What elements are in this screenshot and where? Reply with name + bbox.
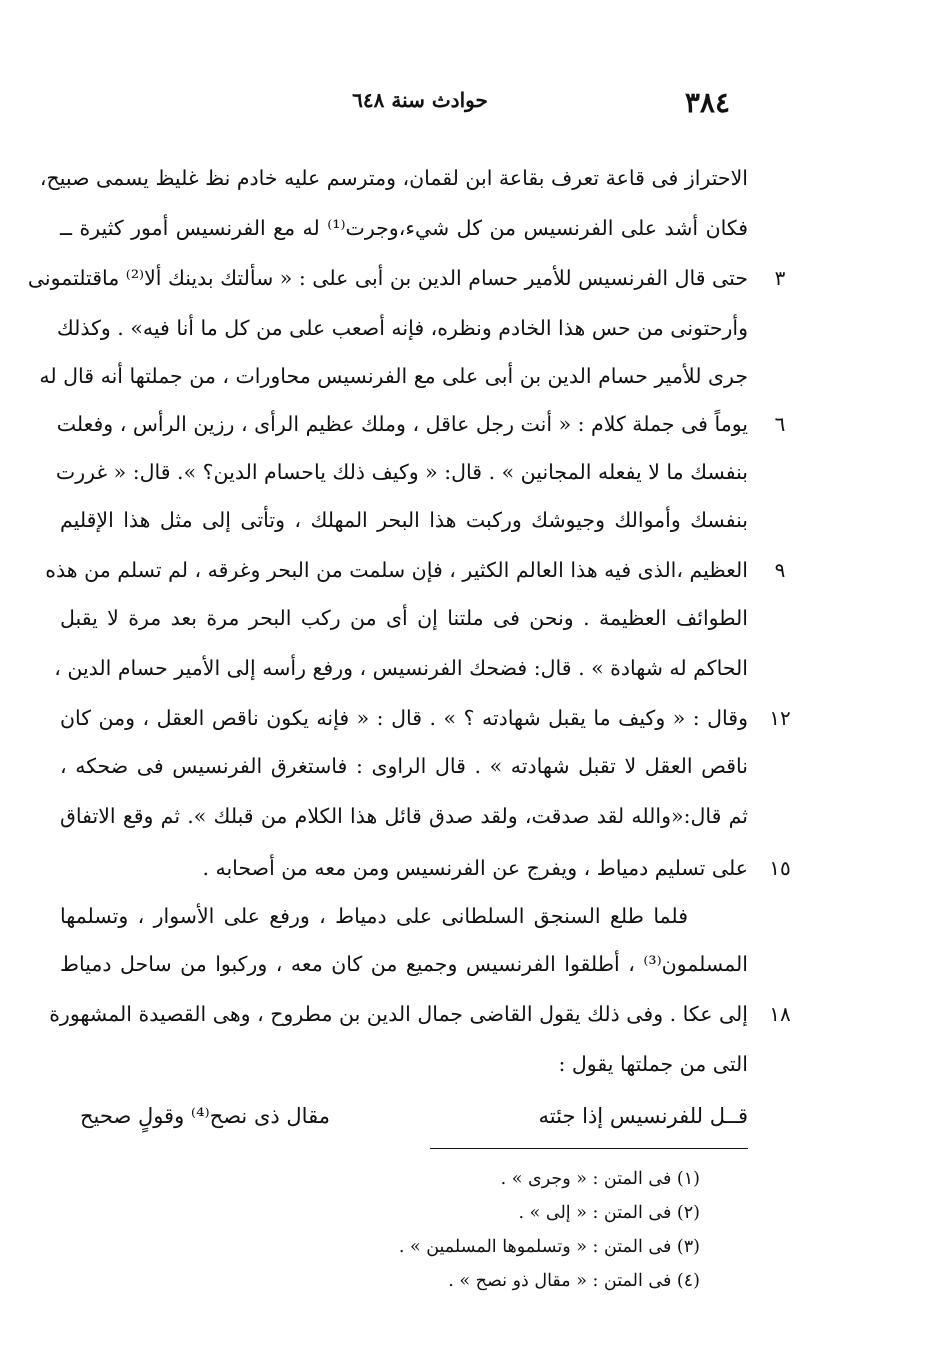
line-number: ٣ (774, 266, 786, 290)
text-line: الحاكم له شهادة » . قال: فضحك الفرنسيس ، ورفع رأسه إلى الأمير حسام الدين ، (54, 656, 748, 680)
text-line: فلما طلع السنجق السلطانى على دمياط ، ورفع على الأسوار ، وتسلمها (60, 904, 688, 928)
text-line: الاحتراز فى قاعة تعرف بقاعة ابن لقمان، ومترسم عليه خادم نظ غليظ يسمى صبيح، (39, 166, 748, 190)
text-line: التى من جملتها يقول : (558, 1052, 748, 1076)
footnote: (١) فى المتن : « وجرى » . (500, 1169, 700, 1189)
line-number: ١٢ (769, 706, 791, 730)
text-line: العظيم ،الذى فيه هذا العالم الكثير ، فإن سلمت من البحر وغرقه ، لم تسلم من هذه (45, 558, 748, 582)
text-line: على تسليم دمياط ، ويفرج عن الفرنسيس ومن معه من أصحابه . (202, 856, 748, 880)
verse-second-hemistich: مقال ذى نصح⁽⁴⁾ وقولٍ صحيح (80, 1104, 330, 1128)
text-line: بنفسك وأموالك وجيوشك وركبت هذا البحر المهلك ، وتأتى إلى مثل هذا الإقليم (60, 508, 748, 532)
page-number: ٣٨٤ (684, 86, 730, 119)
text-line: الطوائف العظيمة . ونحن فى ملتنا إن أى من ركب البحر مرة بعد مرة لا يقبل (60, 606, 748, 630)
text-line: وأرحتونى من حس هذا الخادم ونظره، فإنه أصعب على من كل ما أنا فيه» . وكذلك (56, 316, 748, 340)
footnote: (٢) فى المتن : « إلى » . (518, 1203, 700, 1223)
text-line: ناقص العقل لا تقبل شهادته » . قال الراوى : فاستغرق الفرنسيس فى ضحكه ، (60, 754, 748, 778)
line-number: ٩ (774, 558, 786, 582)
line-number: ١٨ (769, 1002, 791, 1026)
text-line: ثم قال:«والله لقد صدقت، ولقد صدق قائل هذا الكلام من قبلك ». ثم وقع الاتفاق (60, 804, 748, 828)
footnote: (٣) فى المتن : « وتسلموها المسلمين » . (398, 1237, 700, 1257)
text-line: وقال : « وكيف ما يقبل شهادته ؟ » . قال : « فإنه يكون ناقص العقل ، ومن كان (60, 706, 748, 730)
text-line: المسلمون⁽³⁾ ، أطلقوا الفرنسيس وجميع من كان معه ، وركبوا من ساحل دمياط (60, 952, 748, 976)
text-line: إلى عكا . وفى ذلك يقول القاضى جمال الدين بن مطروح ، وهى القصيدة المشهورة (49, 1002, 748, 1026)
poem-verse (80, 1094, 748, 1138)
verse-first-hemistich: قــل للفرنسيس إذا جئته (538, 1104, 748, 1128)
text-line: جرى للأمير حسام الدين بن أبى على مع الفرنسيس محاورات ، من جملتها أنه قال له (39, 364, 748, 388)
line-number: ٦ (774, 412, 786, 436)
text-line: حتى قال الفرنسيس للأمير حسام الدين بن أبى على : « سألتك بدينك ألا⁽²⁾ ماقتلتمونى (27, 266, 748, 290)
text-line: فكان أشد على الفرنسيس من كل شيء،وجرت⁽¹⁾ له مع الفرنسيس أمور كثيرة ــ (60, 216, 748, 240)
running-head: حوادث سنة ٦٤٨ (352, 88, 488, 112)
footnote-divider (430, 1148, 748, 1149)
footnote: (٤) فى المتن : « مقال ذو نصح » . (448, 1271, 700, 1291)
line-number: ١٥ (769, 856, 791, 880)
text-line: بنفسك ما لا يفعله المجانين » . قال: « وكيف ذلك ياحسام الدين؟ ». قال: « غررت (55, 460, 748, 484)
text-line: يوماً فى جملة كلام : « أنت رجل عاقل ، وملك عظيم الرأى ، رزين الرأس ، وفعلت (56, 412, 748, 436)
